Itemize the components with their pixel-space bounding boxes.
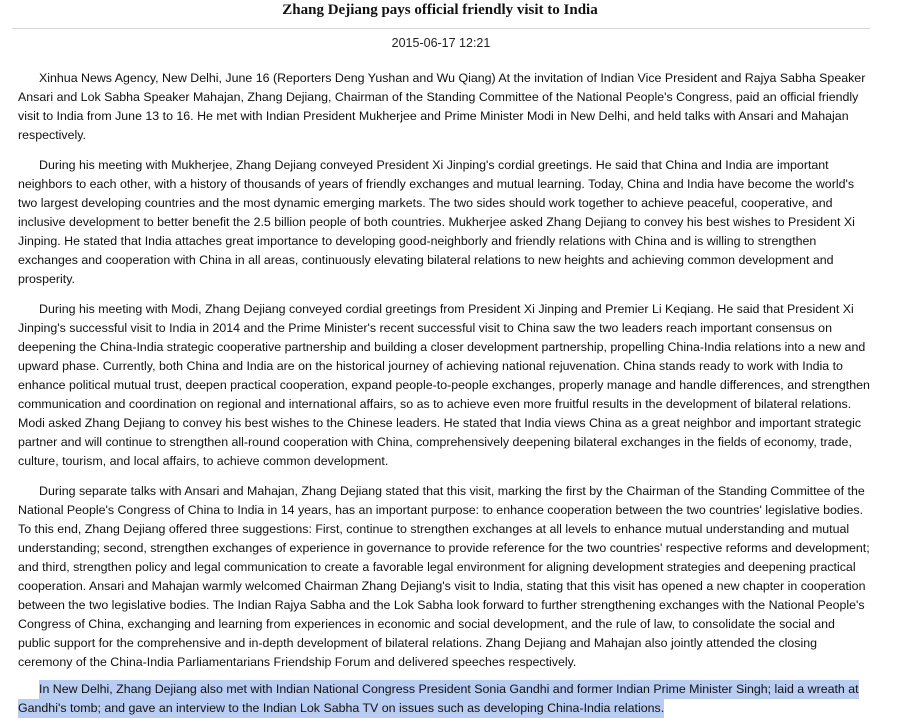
paragraph-4: During separate talks with Ansari and Mahajan, Zhang Dejiang stated that this visit, marking the first by the Chairman of the Standing Committee of the National People's Congress of China to India in 14 years, has an important purpose: to enhance cooperation between the two countries' legislative bodies. To this end, Zhang Dejiang offered three suggestions: First, continue to strengthen exchanges at all levels to enhance mutual understanding and mutual understanding; second, strengthen exchanges of experience in governance to provide reference for the two countries' respective reforms and development; and third, strengthen policy and legal communication to create a favorable legal environment for aligning development strategies and deepening practical cooperation. Ansari and Mahajan warmly welcomed Chairman Zhang Dejiang's visit to India, stating that this visit has opened a new chapter in cooperation between the two legislative bodies. The Indian Rajya Sabha and the Lok Sabha look forward to further strengthening exchanges with the National People's Congress of China, exchanging and learning from experiences in economic and social development, and the rule of law, to consolidate the social and public support for the comprehensive and in-depth development of bilateral relations. Zhang Dejiang and Mahajan also jointly attended the closing ceremony of the China-India Parliamentarians Friendship Forum and delivered speeches respectively. [18, 484, 870, 669]
paragraph-2: During his meeting with Mukherjee, Zhang Dejiang conveyed President Xi Jinping's cordial greetings. He said that China and India are important neighbors to each other, with a history of thousands of years of friendly exchanges and mutual learning. Today, China and India have become the world's two largest developing countries and the most dynamic emerging markets. The two sides should work together to achieve peaceful, cooperative, and inclusive development to better benefit the 2.5 billion people of both countries. Mukherjee asked Zhang Dejiang to convey his best wishes to President Xi Jinping. He stated that India attaches great importance to developing good-neighborly and friendly relations with China and is willing to strengthen exchanges and cooperation with China in all areas, continuously elevating bilateral relations to new heights and achieving common development and prosperity. [18, 158, 855, 286]
article-title: Zhang Dejiang pays official friendly visit to India [282, 2, 598, 18]
paragraph-1: Xinhua News Agency, New Delhi, June 16 (Reporters Deng Yushan and Wu Qiang) At the invitation of Indian Vice President and Rajya Sabha Speaker Ansari and Lok Sabha Speaker Mahajan, Zhang Dejiang, Chairman of the Standing Committee of the National People's Congress, paid an official friendly visit to India from June 13 to 16. He met with Indian President Mukherjee and Prime Minister Modi in New Delhi, and held talks with Ansari and Mahajan respectively. [18, 71, 866, 142]
title-divider [12, 28, 870, 29]
selected-text-highlight[interactable]: In New Delhi, Zhang Dejiang also met with Indian National Congress President Sonia Gandhi and former Indian Prime Minister Singh; laid a wreath at Gandhi's tomb; and gave an interview to the Indian Lok Sabha TV on issues such as developing China-India relations. [18, 680, 859, 718]
paragraph-3: During his meeting with Modi, Zhang Dejiang conveyed cordial greetings from President Xi Jinping and Premier Li Keqiang. He said that President Xi Jinping's successful visit to India in 2014 and the Prime Minister's recent successful visit to China saw the two leaders reach important consensus on deepening the China-India strategic cooperative partnership and building a closer development partnership, propelling China-India relations into a new and upward phase. Currently, both China and India are on the historical journey of achieving national rejuvenation. China stands ready to work with India to enhance political mutual trust, deepen practical cooperation, expand people-to-people exchanges, properly manage and handle differences, and strengthen communication and coordination on regional and international affairs, so as to achieve even more fruitful results in the development of bilateral relations. Modi asked Zhang Dejiang to convey his best wishes to the Chinese leaders. He stated that India views China as a great neighbor and important strategic partner and will continue to strengthen all-round cooperation with China, comprehensively deepening bilateral exchanges in the fields of economy, trade, culture, tourism, and local affairs, to achieve common development. [18, 302, 870, 468]
paragraph-5-selected[interactable] [18, 680, 870, 718]
publish-date: 2015-06-17 12:21 [391, 36, 491, 50]
